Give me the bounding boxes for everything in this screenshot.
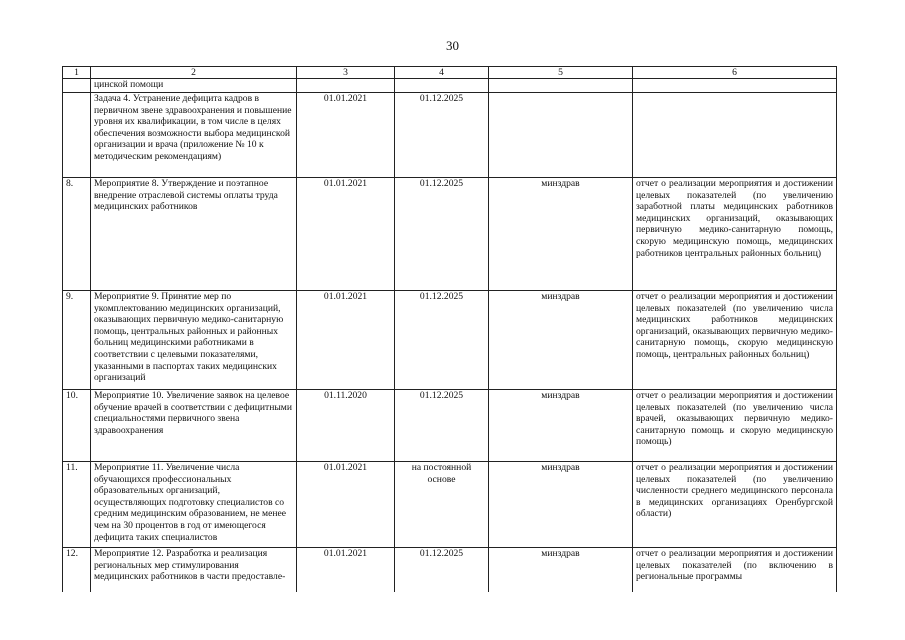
column-header: 2 [91, 67, 297, 79]
end-date: на постоянной основе [395, 462, 489, 548]
result-text: отчет о реализации мероприятия и достижении целевых показателей (по увеличению заработной платы медицинских работников медицинских организаций, оказывающих первичную медико-санитарную помощь, скорую медицинскую помощь, медицинских работников центральных районных больниц) [633, 178, 837, 291]
result-text: отчет о реализации мероприятия и достижении целевых показателей (по увеличению численности среднего медицинского персонала в медицинских организациях Оренбургской области) [633, 462, 837, 548]
row-number [63, 79, 91, 93]
start-date: 01.01.2021 [297, 548, 395, 592]
row-number: 12. [63, 548, 91, 592]
result-text [633, 79, 837, 93]
start-date: 01.01.2021 [297, 178, 395, 291]
table-row [63, 291, 837, 390]
result-text: отчет о реализации мероприятия и достижении целевых показателей (по увеличению числа врачей, оказывающих первичную медико-санитарную помощь и скорую медицинскую помощь) [633, 390, 837, 462]
start-date: 01.01.2021 [297, 462, 395, 548]
activity-text: Мероприятие 10. Увеличение заявок на целевое обучение врачей в соответствии с дефицитными специальностями первичного звена здравоохранения [91, 390, 297, 462]
row-number: 8. [63, 178, 91, 291]
activity-text: Мероприятие 8. Утверждение и поэтапное внедрение отраслевой системы оплаты труда медицинских работников [91, 178, 297, 291]
result-text: отчет о реализации мероприятия и достижении целевых показателей (по включению в региональные программы [633, 548, 837, 592]
responsible [489, 93, 633, 178]
table-row [63, 93, 837, 178]
row-number [63, 93, 91, 178]
page-number: 30 [446, 38, 459, 53]
start-date [297, 79, 395, 93]
end-date: 01.12.2025 [395, 93, 489, 178]
result-text [633, 93, 837, 178]
activity-text: Мероприятие 12. Разработка и реализация региональных мер стимулирования медицинских работников в части предоставле- [91, 548, 297, 592]
start-date: 01.01.2021 [297, 291, 395, 390]
start-date: 01.11.2020 [297, 390, 395, 462]
column-header-row [63, 67, 837, 79]
responsible: минздрав [489, 548, 633, 592]
table-row [63, 178, 837, 291]
column-header: 3 [297, 67, 395, 79]
responsible: минздрав [489, 462, 633, 548]
table-row [63, 79, 837, 93]
column-header: 1 [63, 67, 91, 79]
responsible: минздрав [489, 390, 633, 462]
row-number: 11. [63, 462, 91, 548]
column-header: 6 [633, 67, 837, 79]
table-row [63, 390, 837, 462]
end-date: 01.12.2025 [395, 291, 489, 390]
responsible: минздрав [489, 178, 633, 291]
column-header: 5 [489, 67, 633, 79]
result-text: отчет о реализации мероприятия и достижении целевых показателей (по увеличению числа медицинских работников медицинских организаций, оказывающих первичную медико-санитарную помощь, скорую медицинскую помощь, центральных районных больниц) [633, 291, 837, 390]
activity-text: Мероприятие 9. Принятие мер по укомплектованию медицинских организаций, оказывающих первичную медико-санитарную помощь, центральных районных и районных больниц медицинскими работниками в соответствии с целевыми показателями, указанными в паспортах таких медицинских организаций [91, 291, 297, 390]
responsible: минздрав [489, 291, 633, 390]
end-date [395, 79, 489, 93]
activity-text: Задача 4. Устранение дефицита кадров в первичном звене здравоохранения и повышение уровня их квалификации, в том числе в целях обеспечения возможности выбора медицинской организации и врача (приложение № 10 к методическим рекомендациям) [91, 93, 297, 178]
row-number: 10. [63, 390, 91, 462]
measures-table [62, 66, 837, 592]
end-date: 01.12.2025 [395, 548, 489, 592]
end-date: 01.12.2025 [395, 390, 489, 462]
activity-text: цинской помощи [91, 79, 297, 93]
responsible [489, 79, 633, 93]
table-row [63, 548, 837, 592]
column-header: 4 [395, 67, 489, 79]
end-date: 01.12.2025 [395, 178, 489, 291]
activity-text: Мероприятие 11. Увеличение числа обучающихся профессиональных образовательных организаций, осуществляющих подготовку специалистов со средним медицинским образованием, не менее чем на 30 процентов в год от имеющегося дефицита таких специалистов [91, 462, 297, 548]
start-date: 01.01.2021 [297, 93, 395, 178]
row-number: 9. [63, 291, 91, 390]
table-row [63, 462, 837, 548]
